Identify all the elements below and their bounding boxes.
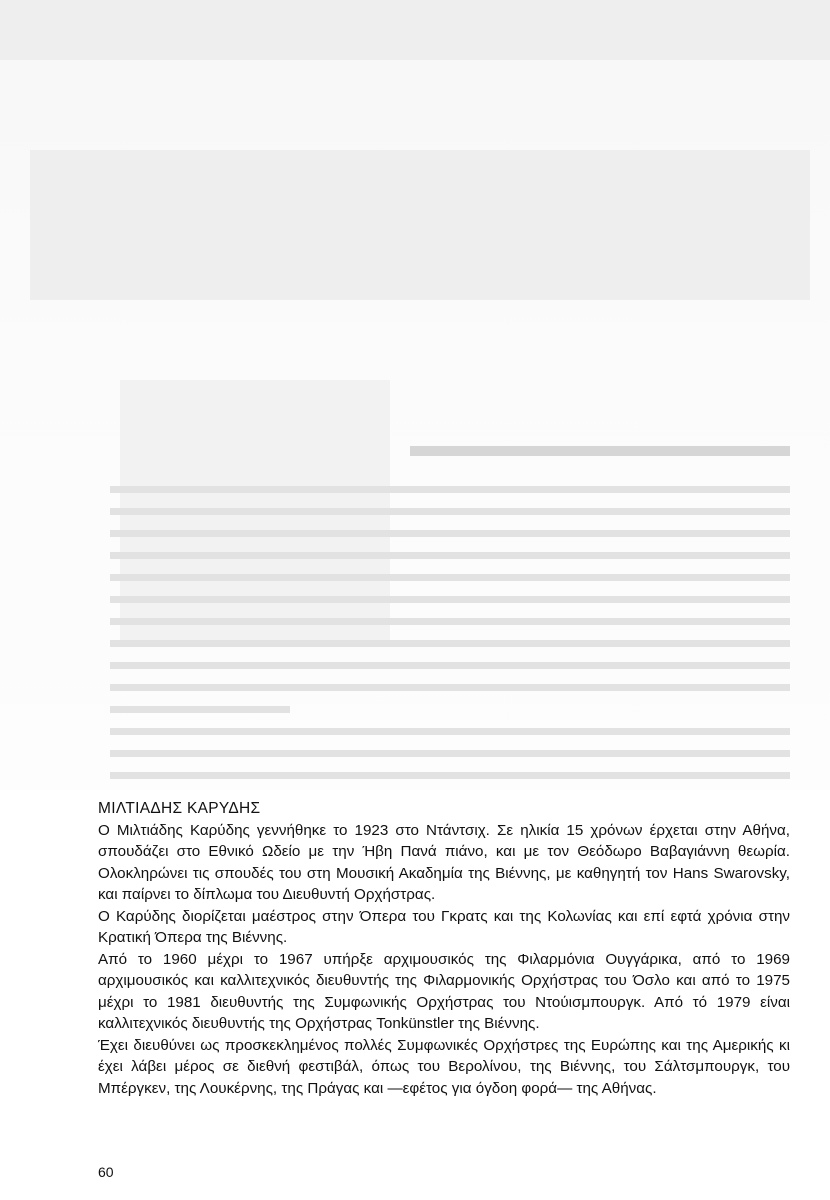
paragraph-opera-career: Ο Καρύδης διορίζεται μαέστρος στην Όπερα του Γκρατς και της Κολωνίας και επί εφτά χρόνια στην Κρατική Όπερα της Βιέννης. — [98, 907, 790, 946]
show-through-line — [110, 706, 290, 713]
show-through-line — [110, 530, 790, 537]
show-through-line — [110, 574, 790, 581]
show-through-line — [110, 662, 790, 669]
biography-article — [98, 798, 790, 1099]
show-through-line — [110, 596, 790, 603]
show-through-line — [110, 640, 790, 647]
show-through-line — [110, 486, 790, 493]
paragraph-guest-conducting: Έχει διευθύνει ως προσκεκλημένος πολλές Συμφωνικές Ορχήστρες της Ευρώπης και της Αμερικής κι έχει λάβει μέρος σε διεθνή φεστιβάλ, όπως του Βερολίνου, της Βιέννης, του Σάλτσμπουργκ, του Μπέργκεν, της Λουκέρνης, της Πράγας και —εφέτος για όγδοη φορά— της Αθήνας. — [98, 1036, 790, 1097]
page-number: 60 — [98, 1164, 114, 1180]
show-through-line — [110, 684, 790, 691]
show-through-heading — [410, 446, 790, 456]
show-through-band — [0, 0, 830, 60]
show-through-line — [110, 618, 790, 625]
paragraph-orchestra-positions: Από το 1960 μέχρι το 1967 υπήρξε αρχιμουσικός της Φιλαρμόνια Ουγγάρικα, από το 1969 αρχιμουσικός και καλλιτεχνικός διευθυντής της Φιλαρμονικής Ορχήστρας του Όσλο και από το 1975 μέχρι το 1981 διευθυντής της Συμφωνικής Ορχήστρας του Ντούισμπουργκ. Από τό 1979 είναι καλλιτεχνικός διευθυντής της Ορχήστρας Tonkünstler της Βιέννης. — [98, 950, 790, 1032]
show-through-line — [110, 508, 790, 515]
show-through-band — [30, 150, 810, 300]
show-through-line — [110, 552, 790, 559]
show-through-line — [110, 728, 790, 735]
paragraph-early-life: Ο Μιλτιάδης Καρύδης γεννήθηκε το 1923 στο Ντάντσιχ. Σε ηλικία 15 χρόνων έρχεται στην Αθήνα, σπουδάζει στο Εθνικό Ωδείο με την Ήβη Πανά πιάνο, και με τον Θεόδωρο Βαβαγιάννη θεωρία. Ολοκληρώνει τις σπουδές του στη Μουσική Ακαδημία της Βιέννης, με καθηγητή τον Hans Swarovsky, και παίρνει το δίπλωμα του Διευθυντή Ορχήστρας. — [98, 821, 790, 903]
show-through-line — [110, 750, 790, 757]
article-heading: ΜΙΛΤΙΑΔΗΣ ΚΑΡΥΔΗΣ — [98, 800, 261, 817]
show-through-line — [110, 772, 790, 779]
